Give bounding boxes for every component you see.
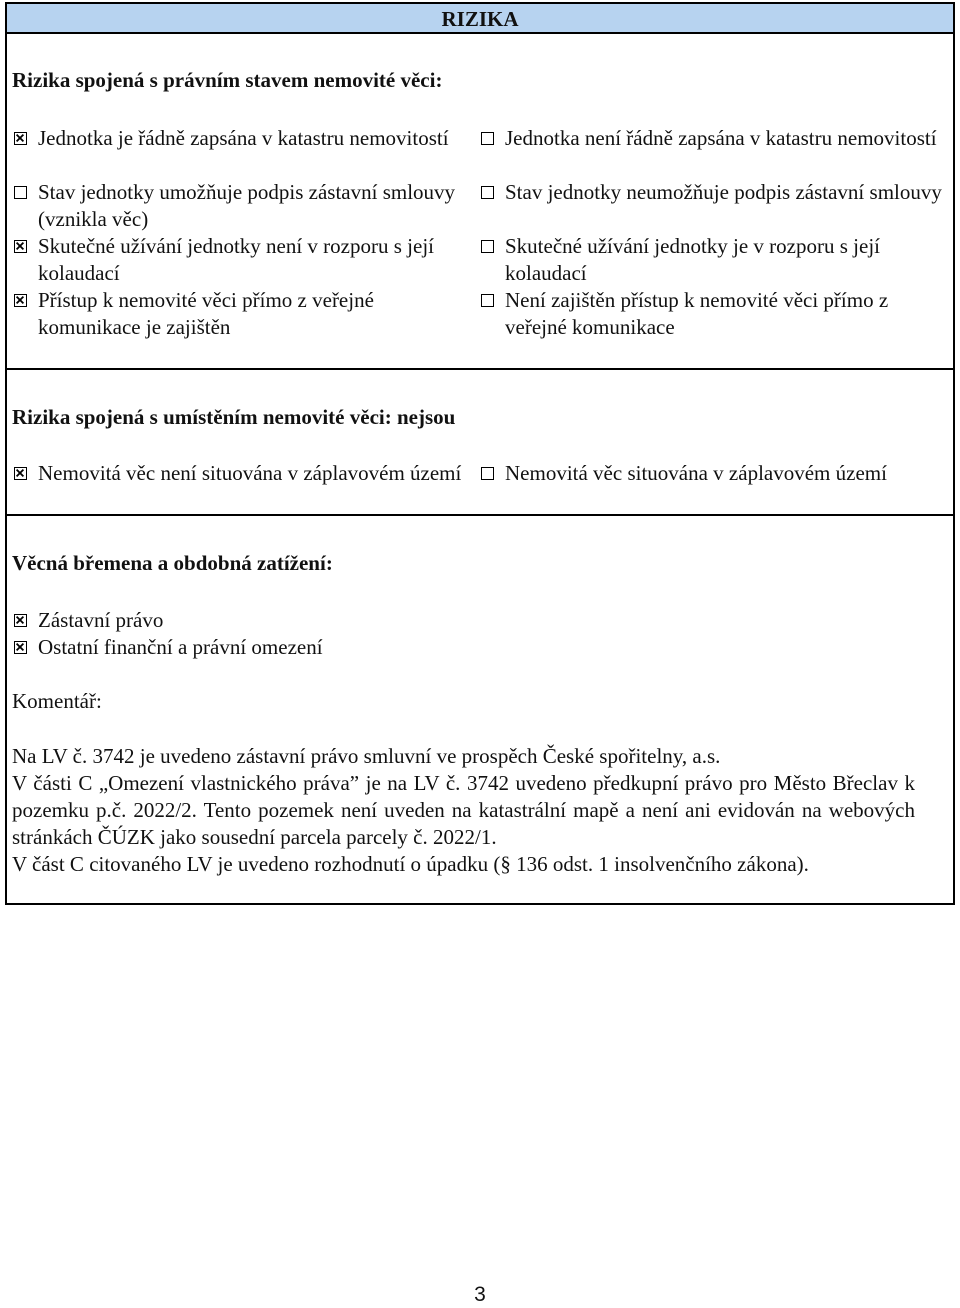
- checkmark-x-icon: [15, 295, 25, 305]
- legal-risks-heading: Rizika spojená s právním stavem nemovité věci:: [12, 68, 443, 92]
- checkbox-icon[interactable]: [481, 294, 494, 307]
- checkmark-x-icon: [15, 468, 25, 478]
- legal-right-label-4: Není zajištěn přístup k nemovité věci přímo z veřejné komunikace: [505, 288, 889, 339]
- legal-left-item-4[interactable]: [12, 287, 462, 341]
- checkmark-x-icon: [15, 241, 25, 251]
- risk-form: [5, 2, 955, 905]
- legal-left-item-3[interactable]: [12, 233, 462, 287]
- checkbox-icon[interactable]: [14, 641, 27, 654]
- location-risks-heading: Rizika spojená s umístěním nemovité věci: nejsou: [12, 405, 456, 429]
- burdens-heading: Věcná břemena a obdobná zatížení:: [12, 551, 333, 575]
- checkbox-icon[interactable]: [14, 294, 27, 307]
- comment-label: Komentář:: [12, 689, 102, 713]
- legal-right-item-1[interactable]: [479, 125, 945, 152]
- checkbox-icon[interactable]: [481, 186, 494, 199]
- burden-item-1[interactable]: [12, 607, 612, 634]
- location-left-label-1: Nemovitá věc není situována v záplavovém území: [38, 461, 462, 485]
- legal-right-label-1: Jednotka není řádně zapsána v katastru nemovitostí: [505, 126, 937, 150]
- location-right-item-1[interactable]: [479, 460, 945, 487]
- legal-left-label-1: Jednotka je řádně zapsána v katastru nemovitostí: [38, 126, 449, 150]
- legal-left-item-2[interactable]: [12, 179, 462, 233]
- legal-right-item-3[interactable]: [479, 233, 945, 287]
- legal-right-label-3: Skutečné užívání jednotky je v rozporu s její kolaudací: [505, 234, 880, 285]
- comment-paragraph-1: Na LV č. 3742 je uvedeno zástavní právo smluvní ve prospěch České spořitelny, a.s.: [12, 744, 721, 768]
- location-right-label-1: Nemovitá věc situována v záplavovém území: [505, 461, 887, 485]
- checkbox-icon[interactable]: [14, 614, 27, 627]
- legal-right-item-4[interactable]: [479, 287, 945, 341]
- comment-paragraph-3: V část C citovaného LV je uvedeno rozhodnutí o úpadku (§ 136 odst. 1 insolvenčního zákona).: [12, 852, 809, 876]
- checkbox-icon[interactable]: [14, 240, 27, 253]
- checkbox-icon[interactable]: [14, 186, 27, 199]
- section-divider: [7, 514, 953, 516]
- location-left-item-1[interactable]: [12, 460, 462, 487]
- legal-left-item-1[interactable]: [12, 125, 462, 152]
- checkbox-icon[interactable]: [14, 132, 27, 145]
- legal-right-label-2: Stav jednotky neumožňuje podpis zástavní smlouvy: [505, 180, 942, 204]
- legal-left-label-2: Stav jednotky umožňuje podpis zástavní smlouvy (vznikla věc): [38, 180, 456, 231]
- comment-paragraph-2: V části C „Omezení vlastnického práva” je na LV č. 3742 uvedeno předkupní právo pro Město Břeclav k pozemku p.č. 2022/2. Tento pozemek není uveden na katastrální mapě a není ani evidován na webových stránkách ČÚZK jako sousední parcela parcely č. 2022/1.: [12, 771, 915, 849]
- checkbox-icon[interactable]: [481, 467, 494, 480]
- legal-left-label-4: Přístup k nemovité věci přímo z veřejné komunikace je zajištěn: [38, 288, 374, 339]
- legal-left-label-3: Skutečné užívání jednotky není v rozporu s její kolaudací: [38, 234, 434, 285]
- section-divider: [7, 368, 953, 370]
- form-title: RIZIKA: [7, 4, 953, 34]
- checkbox-icon[interactable]: [481, 240, 494, 253]
- checkmark-x-icon: [15, 615, 25, 625]
- burden-label-1: Zástavní právo: [38, 608, 164, 632]
- checkmark-x-icon: [15, 133, 25, 143]
- legal-right-item-2[interactable]: [479, 179, 945, 206]
- burden-item-2[interactable]: [12, 634, 612, 661]
- checkbox-icon[interactable]: [481, 132, 494, 145]
- page-number: 3: [474, 1283, 486, 1306]
- checkmark-x-icon: [15, 642, 25, 652]
- checkbox-icon[interactable]: [14, 467, 27, 480]
- burden-label-2: Ostatní finanční a právní omezení: [38, 635, 323, 659]
